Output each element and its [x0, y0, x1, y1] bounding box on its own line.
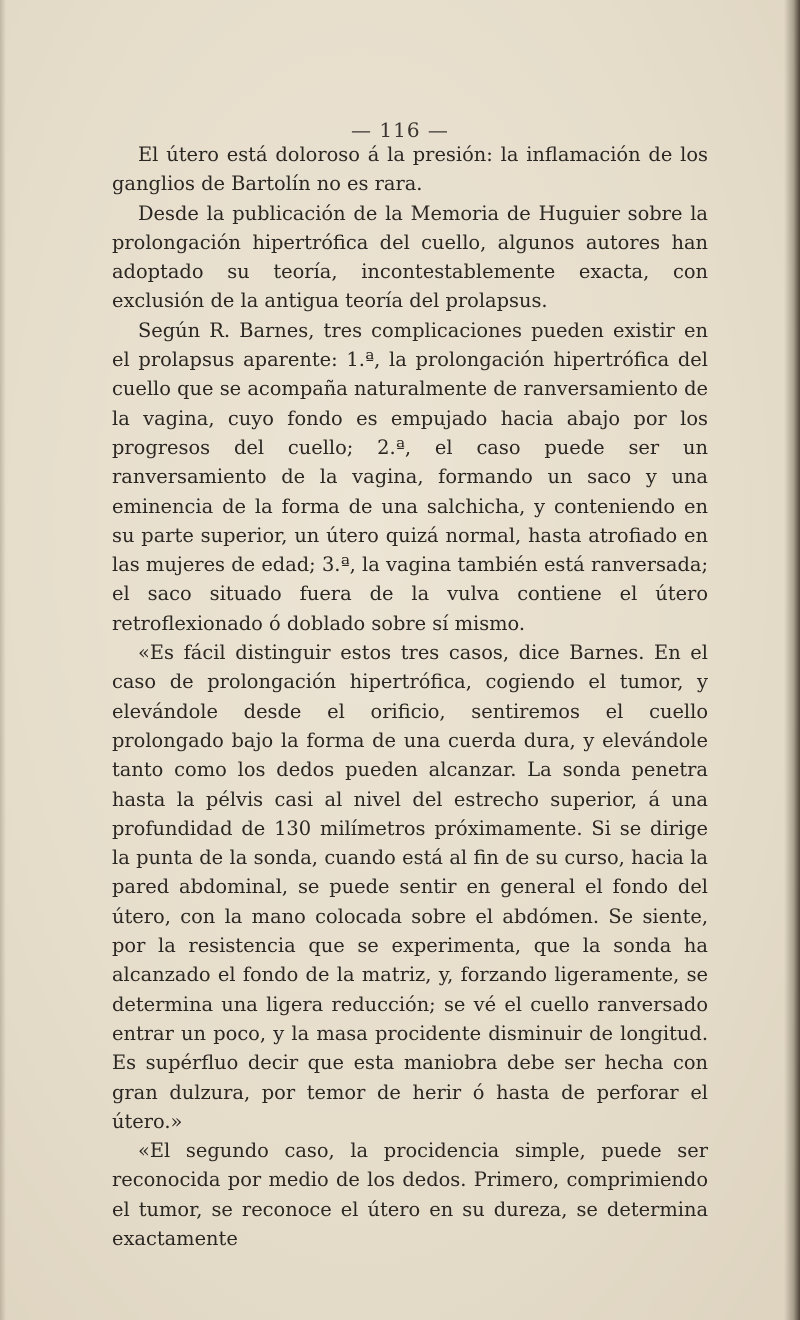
- paragraph: Según R. Barnes, tres complicaciones pueden existir en el prolapsus aparente: 1.ª, la prolongación hipertrófica del cuello que se acompaña naturalmente de ranversamiento de la vagina, cuyo fondo es empujado hacia abajo por los progresos del cuello; 2.ª, el caso puede ser un ranversamiento de la vagina, formando un saco y una eminencia de la forma de una salchicha, y conteniendo en su parte superior, un útero quizá normal, hasta atrofiado en las mujeres de edad; 3.ª, la vagina también está ranversada; el saco situado fuera de la vulva contiene el útero retroflexionado ó doblado sobre sí mismo.: [112, 318, 708, 635]
- right-page-edge: [784, 0, 800, 1320]
- paragraph: Desde la publicación de la Memoria de Huguier sobre la prolongación hipertrófica del cuello, algunos autores han adoptado su teoría, incontestablemente exacta, con exclusión de la antigua teoría del prolapsus.: [112, 201, 708, 313]
- page-number: — 116 —: [351, 118, 449, 142]
- left-page-edge: [0, 0, 6, 1320]
- body-text: [112, 140, 708, 1253]
- paragraph: «Es fácil distinguir estos tres casos, dice Barnes. En el caso de prolongación hipertrófica, cogiendo el tumor, y elevándole desde el orificio, sentiremos el cuello prolongado bajo la forma de una cuerda dura, y elevándole tanto como los dedos pueden alcanzar. La sonda penetra hasta la pélvis casi al nivel del estrecho superior, á una profundidad de 130 milímetros próximamente. Si se dirige la punta de la sonda, cuando está al fin de su curso, hacia la pared abdominal, se puede sentir en general el fondo del útero, con la mano colocada sobre el abdómen. Se siente, por la resistencia que se experimenta, que la sonda ha alcanzado el fondo de la matriz, y, forzando ligeramente, se determina una ligera reducción; se vé el cuello ranversado entrar un poco, y la masa procidente disminuir de longitud. Es supérfluo decir que esta maniobra debe ser hecha con gran dulzura, por temor de herir ó hasta de perforar el útero.»: [112, 641, 708, 1133]
- paragraph: «El segundo caso, la procidencia simple, puede ser reconocida por medio de los dedos. Primero, comprimiendo el tumor, se reconoce el útero en su dureza, se determina exactamente: [112, 1139, 708, 1250]
- paragraph: El útero está doloroso á la presión: la inflamación de los ganglios de Bartolín no es rara.: [112, 143, 708, 196]
